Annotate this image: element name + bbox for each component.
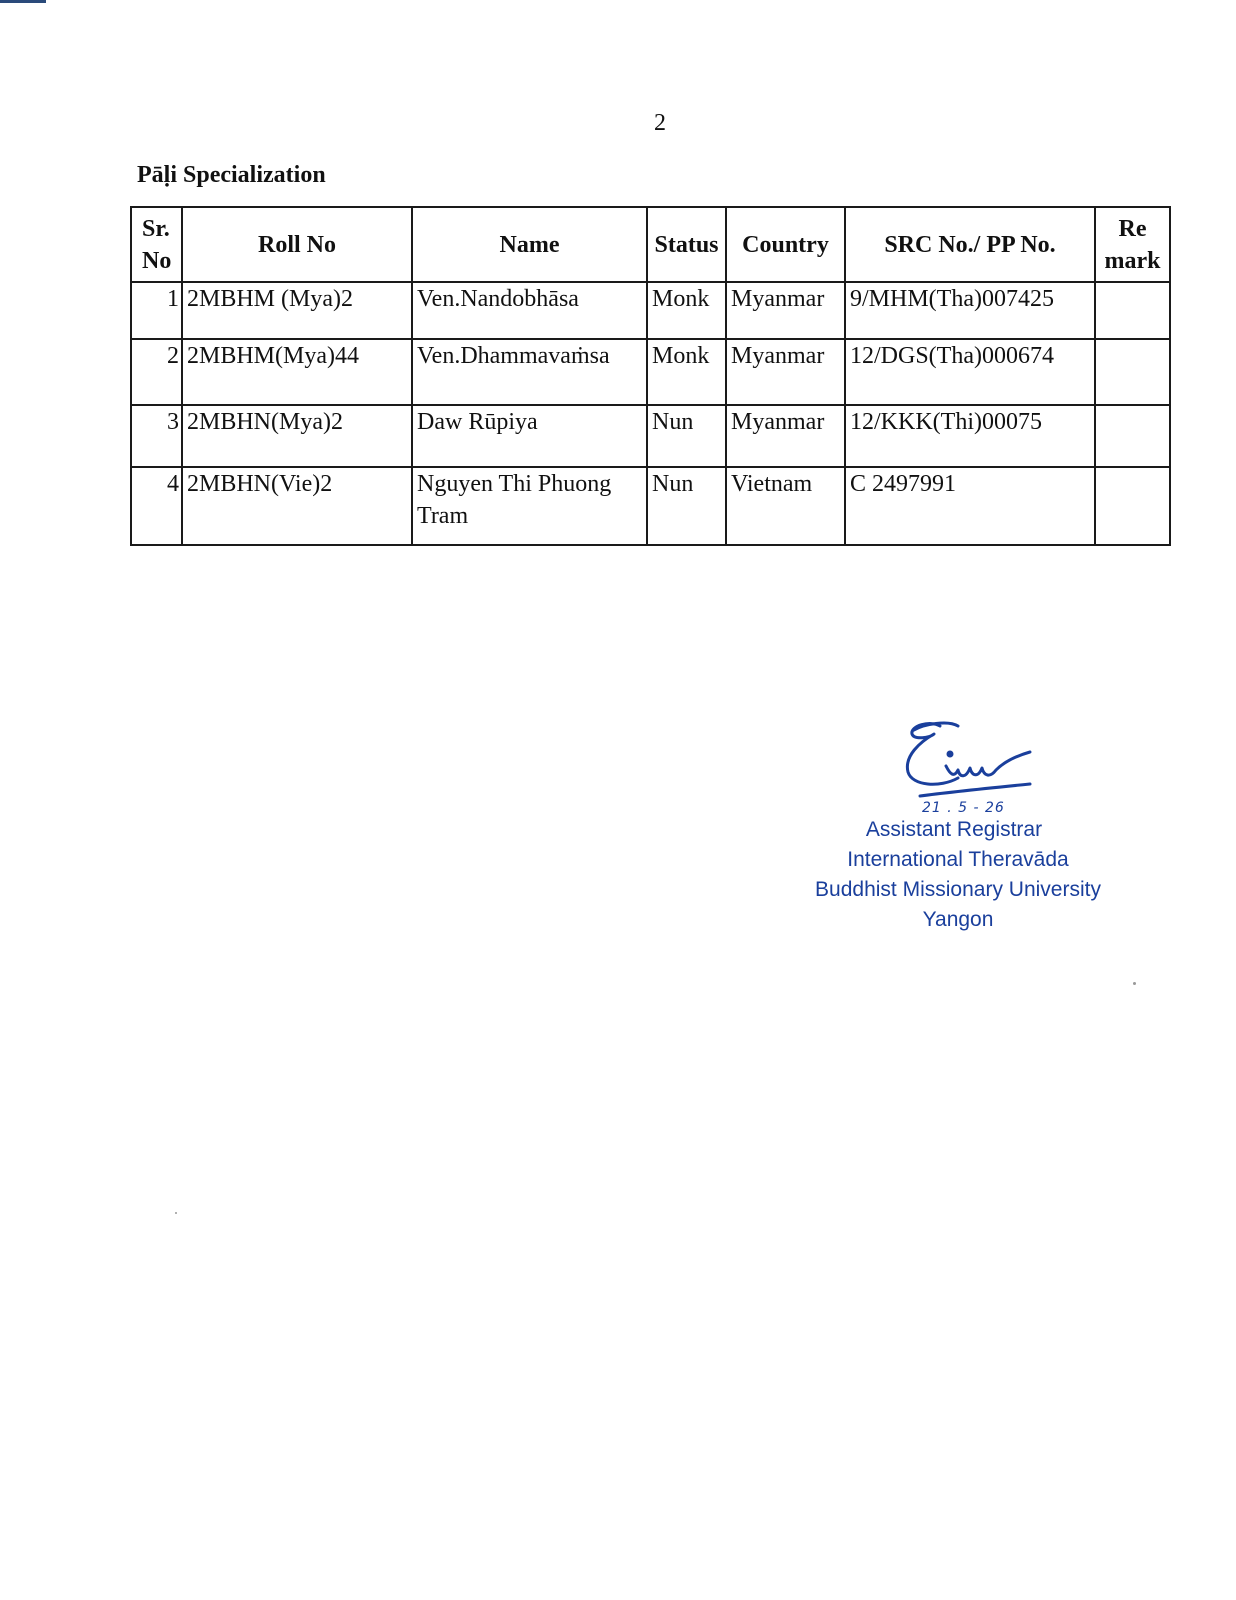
section-title: Pāḷi Specialization: [137, 162, 326, 188]
student-table: [130, 206, 1171, 546]
cell-status: Nun: [647, 405, 726, 467]
scan-speck: [1133, 982, 1136, 985]
cell-remark: [1095, 282, 1170, 339]
cell-name: Daw Rūpiya: [412, 405, 647, 467]
cell-status: Monk: [647, 339, 726, 405]
cell-name: Nguyen Thi Phuong Tram: [412, 467, 647, 545]
cell-sr: 1: [131, 282, 182, 339]
cell-country: Myanmar: [726, 405, 845, 467]
handwritten-signature: [900, 712, 1050, 807]
header-name: Name: [412, 207, 647, 282]
stamp-line-4: Yangon: [922, 908, 994, 931]
header-country: Country: [726, 207, 845, 282]
cell-src: C 2497991: [845, 467, 1095, 545]
scan-corner-mark: [0, 0, 46, 3]
cell-roll: 2MBHN(Vie)2: [182, 467, 412, 545]
cell-name: Ven.Nandobhāsa: [412, 282, 647, 339]
signature-stamp-block: [790, 712, 1130, 942]
scan-speck: [175, 1212, 177, 1214]
cell-status: Nun: [647, 467, 726, 545]
cell-remark: [1095, 467, 1170, 545]
cell-name: Ven.Dhammavaṁsa: [412, 339, 647, 405]
header-remark: Re mark: [1095, 207, 1170, 282]
cell-sr: 2: [131, 339, 182, 405]
cell-status: Monk: [647, 282, 726, 339]
cell-roll: 2MBHN(Mya)2: [182, 405, 412, 467]
cell-remark: [1095, 405, 1170, 467]
table-row: [131, 467, 1170, 545]
cell-sr: 4: [131, 467, 182, 545]
header-sr-no: Sr. No: [131, 207, 182, 282]
header-status: Status: [647, 207, 726, 282]
header-src-pp-no: SRC No./ PP No.: [845, 207, 1095, 282]
handwritten-date: 21 . 5 - 26: [922, 800, 1005, 816]
table-row: [131, 405, 1170, 467]
cell-roll: 2MBHM(Mya)44: [182, 339, 412, 405]
table-header-row: [131, 207, 1170, 282]
table-row: [131, 282, 1170, 339]
stamp-title: Assistant Registrar: [865, 818, 1043, 841]
cell-src: 12/KKK(Thi)00075: [845, 405, 1095, 467]
cell-roll: 2MBHM (Mya)2: [182, 282, 412, 339]
cell-src: 12/DGS(Tha)000674: [845, 339, 1095, 405]
cell-remark: [1095, 339, 1170, 405]
page-number: 2: [654, 110, 666, 136]
table-row: [131, 339, 1170, 405]
cell-country: Vietnam: [726, 467, 845, 545]
stamp-line-3: Buddhist Missionary University: [815, 878, 1101, 901]
cell-src: 9/MHM(Tha)007425: [845, 282, 1095, 339]
cell-country: Myanmar: [726, 339, 845, 405]
header-roll-no: Roll No: [182, 207, 412, 282]
cell-sr: 3: [131, 405, 182, 467]
stamp-line-2: International Theravāda: [847, 848, 1069, 871]
cell-country: Myanmar: [726, 282, 845, 339]
